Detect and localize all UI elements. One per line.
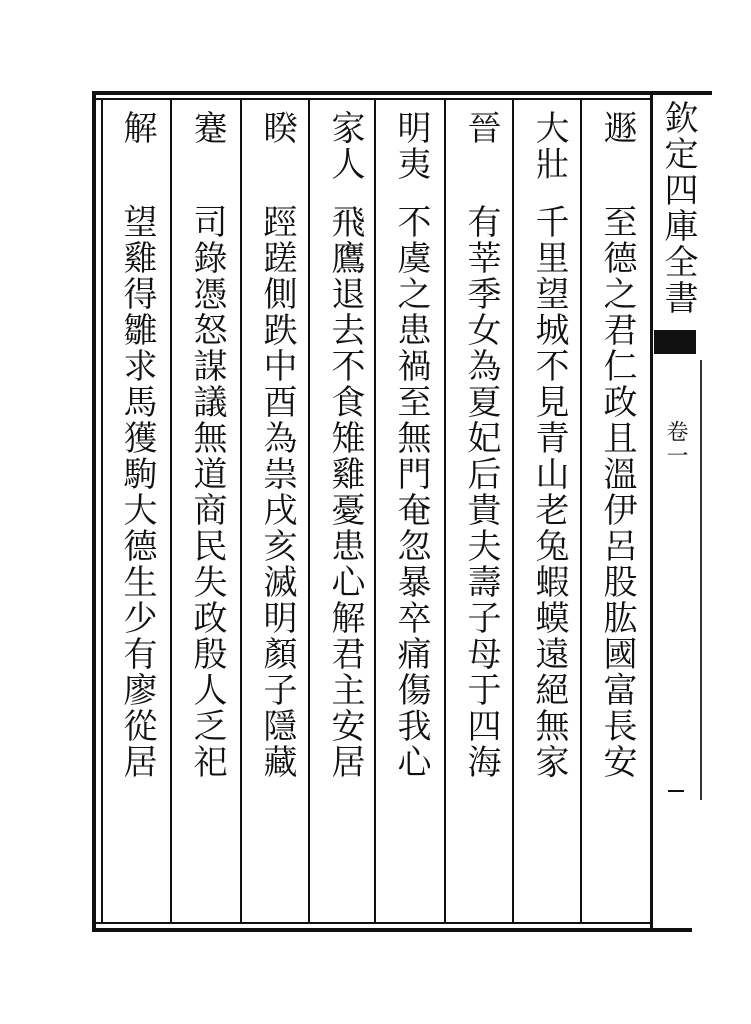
margin-rule bbox=[700, 360, 702, 800]
text-column bbox=[110, 104, 164, 914]
verse-text: 不虞之患禍至無門奄忽暴卒痛傷我心 bbox=[391, 204, 431, 780]
hexagram-name: 蹇 bbox=[187, 110, 227, 146]
column-rule bbox=[308, 99, 310, 922]
hexagram-name: 遯 bbox=[597, 110, 637, 146]
text-column bbox=[454, 104, 508, 914]
text-column bbox=[180, 104, 234, 914]
column-rule bbox=[580, 99, 582, 922]
verse-text: 飛鷹退去不食雉雞憂患心解君主安居 bbox=[325, 204, 365, 780]
verse-text: 望雞得雛求馬獲駒大德生少有廖從居 bbox=[117, 204, 157, 780]
frame-left-inner-border bbox=[101, 98, 103, 924]
verse-text: 司錄憑怒謀議無道商民失政殷人乏祀 bbox=[187, 204, 227, 780]
text-column bbox=[590, 104, 644, 914]
column-rule bbox=[444, 99, 446, 922]
text-column bbox=[250, 104, 304, 914]
verse-text: 至德之君仁政且溫伊呂股肱國富長安 bbox=[597, 204, 637, 780]
hexagram-name: 家人 bbox=[325, 110, 365, 182]
margin-fish-tail bbox=[654, 330, 696, 354]
verse-text: 踁蹉側跌中酉為祟戌亥滅明顏子隱藏 bbox=[257, 204, 297, 780]
hexagram-name: 晉 bbox=[461, 110, 501, 146]
text-column bbox=[522, 104, 576, 914]
hexagram-name: 大壯 bbox=[529, 110, 569, 182]
margin-juan-label: 卷一 bbox=[663, 420, 688, 468]
frame-top-border bbox=[92, 91, 712, 95]
margin-tick bbox=[668, 790, 684, 792]
frame-bottom-border bbox=[92, 928, 692, 932]
margin-book-title: 欽定四庫全書 bbox=[658, 100, 698, 316]
frame-left-border bbox=[92, 91, 96, 932]
verse-text: 千里望城不見青山老兔蝦蟆遠絕無家 bbox=[529, 204, 569, 780]
column-rule bbox=[374, 99, 376, 922]
hexagram-name: 解 bbox=[117, 110, 157, 146]
column-rule bbox=[240, 99, 242, 922]
text-column bbox=[384, 104, 438, 914]
verse-text: 有莘季女為夏妃后貴夫壽子母于四海 bbox=[461, 204, 501, 780]
text-column bbox=[318, 104, 372, 914]
hexagram-name: 明夷 bbox=[391, 110, 431, 182]
frame-bottom-inner-border bbox=[92, 922, 652, 924]
frame-right-border bbox=[650, 91, 653, 929]
column-rule bbox=[170, 99, 172, 922]
hexagram-name: 睽 bbox=[257, 110, 297, 146]
frame-top-inner-border bbox=[92, 98, 652, 100]
column-rule bbox=[512, 99, 514, 922]
